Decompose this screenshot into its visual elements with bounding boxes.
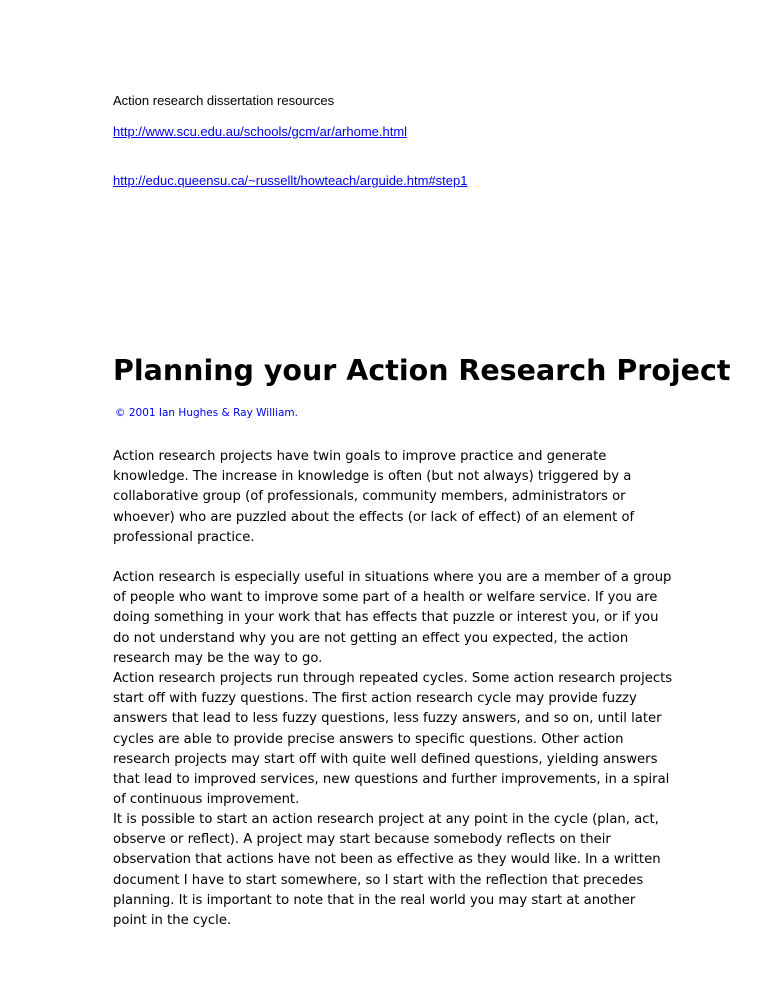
paragraph-repeated-cycles: Action research projects run through repeated cycles. Some action research projects start off with fuzzy questions. The first action research cycle may provide fuzzy answers that lead to less fuzzy questions, less fuzzy answers, and so on, until later cycles are able to provide precise answers to specific questions. Other action research projects may start off with quite well defined questions, yielding answers that lead to improved services, new questions and further improvements, in a spiral of continuous improvement. xyxy=(113,671,673,808)
link-scu-action-research[interactable]: http://www.scu.edu.au/schools/gcm/ar/arhome.html xyxy=(113,124,408,139)
link-queensu-ar-guide[interactable]: http://educ.queensu.ca/~russellt/howteach/arguide.htm#step1 xyxy=(113,173,468,188)
page-title: Planning your Action Research Project xyxy=(113,354,731,387)
resources-heading: Action research dissertation resources xyxy=(113,93,335,108)
paragraph-twin-goals: Action research projects have twin goals to improve practice and generate knowledge. The increase in knowledge is often (but not always) triggered by a collaborative group (of professionals, community members, administrators or whoever) who are puzzled about the effects (or lack of effect) of an element of professional practice. xyxy=(113,449,635,545)
paragraph-usefulness: Action research is especially useful in situations where you are a member of a group of people who want to improve some part of a health or welfare service. If you are doing something in your work that has effects that puzzle or interest you, or if you do not understand why you are not getting an effect you expected, the action research may be the way to go. xyxy=(113,570,672,666)
paragraph-starting-point: It is possible to start an action research project at any point in the cycle (plan, act, observe or reflect). A project may start because somebody reflects on their observation that actions have not been as effective as they would like. In a written document I have to start somewhere, so I start with the reflection that precedes planning. It is important to note that in the real world you may start at another point in the cycle. xyxy=(113,812,661,929)
copyright-notice: © 2001 Ian Hughes & Ray William. xyxy=(115,407,298,419)
